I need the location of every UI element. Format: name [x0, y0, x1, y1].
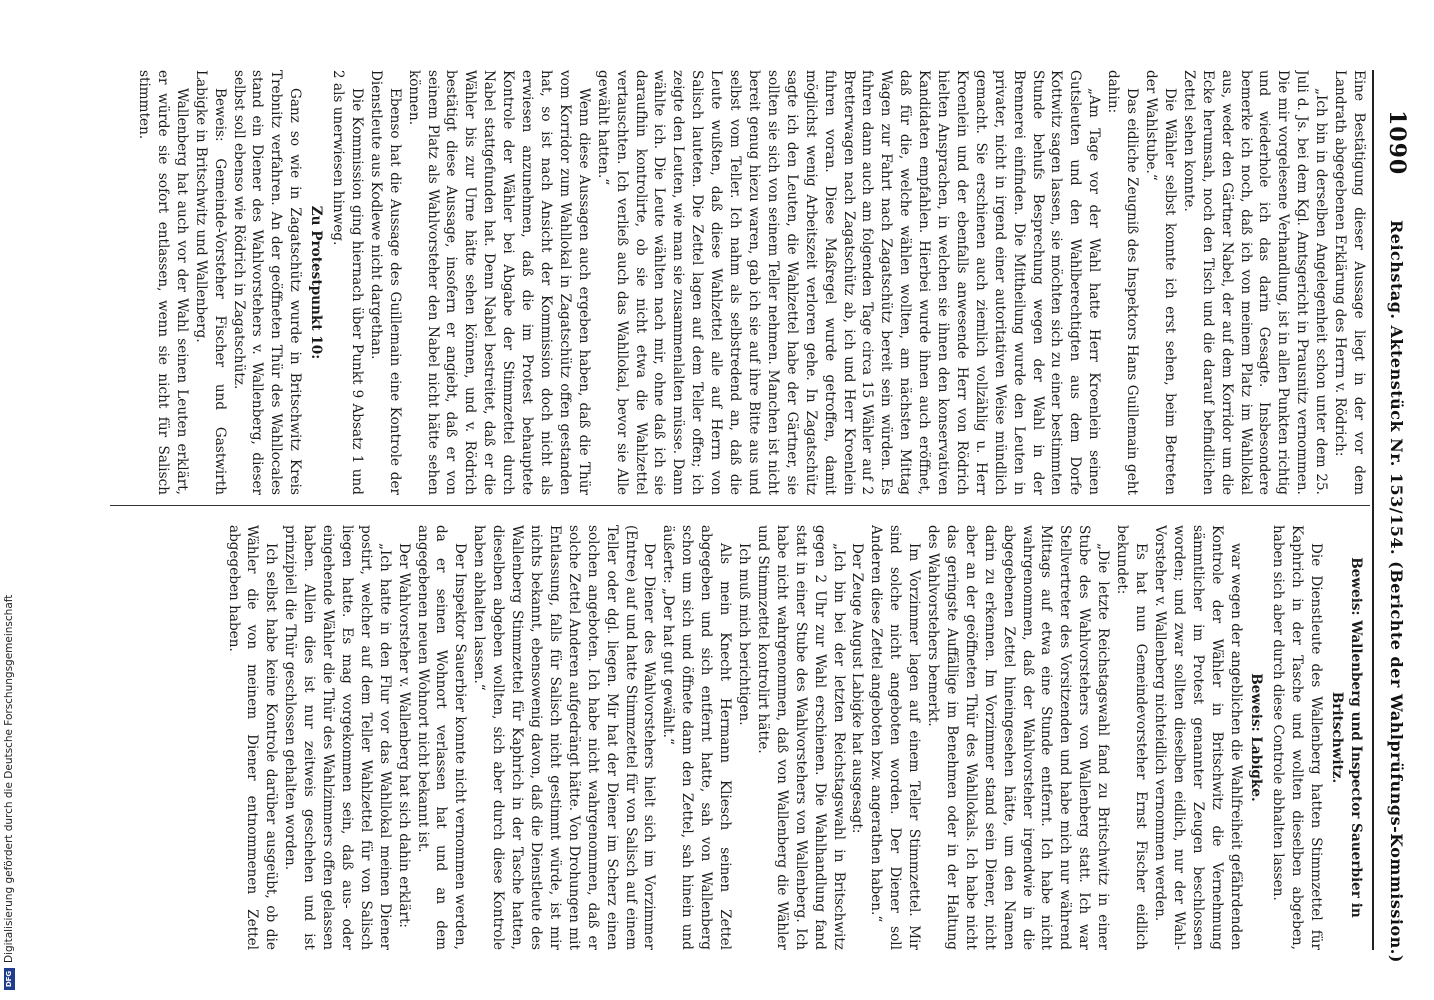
- paragraph: Ganz so wie in Zagatschütz wurde in Britschwitz Kreis Trebnitz verfahren. An der geöffneten Thür des Wahllocales stand ein Diener des Wahlvorstehers v. Wallenberg, dieser selbst soll ebenso wie Rödrich in Zagatschütz.: [230, 70, 304, 495]
- paragraph: „Ich bin bei der letzten Reichstagswahl in Britschwitz gegen 2 Uhr zur Wahl erschienen. Die Wahlhandlung fand statt in einer Stube des Wahlvorstehers von Wallenberg. Ich habe nicht wahrgenommen, daß von Wallenberg die Wähler und Stimmzettel kontrolirt hätte.: [754, 525, 847, 950]
- section-heading: Zu Protestpunkt 10:: [308, 205, 325, 360]
- paragraph: Die Wähler selbst konnte ich erst sehen, beim Betreten der Wahlstube.“: [1143, 70, 1178, 495]
- paragraph: „Am Tage vor der Wahl hatte Herr Kroenlein seinen Gutsleuten und den Wahlberechtigten aus dem Dorfe Kottwitz sagen lassen, sie möchten sich zu einer bestimmten Stunde behufs Besprechung wegen der Wahl in der Brennerei einfinden. Die Mittheilung wurde den Leuten in privater, nicht in irgend einer autoritativen Weise mündlich gemacht. Sie erschienen auch ziemlich vollzählig u. Herr Kroenlein und der ebenfalls anwesende Herr von Rödrich hielten Ansprachen, in welchen sie ihnen den konservativen Kandidaten empfahlen. Hierbei wurde ihnen auch eröffnet, daß für die, welche wählen wollten, am nächsten Mittag Wagen zur Fahrt nach Zagatschütz bereit sein würden. Es fuhren dann auch am folgenden Tage circa 15 Wähler auf 2 Bretterwagen nach Zagatschütz ab, ich und Herr Kroenlein fuhren voran. Diese Maßregel wurde getroffen, damit möglichst wenig Arbeitszeit verloren gehe. In Zagatschütz sagte ich den Leuten, die Wahlzettel habe der Gärtner, sie sollten sie sich von seinem Teller nehmen. Manchen ist nicht bereit genug hiezu waren, gab ich sie auf ihre Bitte aus und selbst vom Teller. Ich nahm als selbstredend an, daß die Leute wußten, daß diese Wahlzettel alle auf Herrn von Salisch lauteten. Die Zettel lagen auf dem Teller offen; ich zeigte den Leuten, wie man sie zusammenlalten müsse. Dann wählte ich. Die Leute wählten nach mir, ohne daß ich sie daraufhin kontrolirte, ob sie nicht etwa die Wahlzettel vertauschten. Ich verließ auch das Wahllokal, bevor sie Alle gewählt hatten.“: [594, 70, 1103, 495]
- paragraph: Ebenso hat die Aussage des Guillemain eine Kontrole der Dienstleute aus Kodlewe nicht dargethan.: [367, 70, 403, 495]
- paragraph: Der Inspektor Sauerbier konnte nicht vernommen werden, da er seinen Wohnort verlassen hat und an dem angegebenen neuen Wohnort nicht bekannt ist.: [414, 525, 469, 950]
- paragraph: „Ich bin in derselben Angelegenheit schon unter dem 25. Juli d. Js. bei dem Kgl. Amtsgericht in Prausnitz vernommen. Die mir vorgelesene Verhandlung, ist in allen Punkten richtig und wiederhole ich das darin Gesagte. Insbesondere bemerke ich noch, daß ich von meinem Platz im Wahllokal aus, weder den Gärtner Nabel, der auf dem Korridor um die Ecke herumsah, noch den Tisch und die darauf befindlichen Zettel sehen konnte.: [1180, 70, 1330, 495]
- paragraph: „Ich hatte in den Flur vor das Wahllokal meinen Diener postirt, welcher auf dem Teller Wahlzettel für von Salisch liegen hatte. Es mag vorgekommen sein, daß aus- oder eingehende Wähler die Thür des Wahlzimmers offen gelassen haben. Allein dies ist nur zeitweis geschehen und ist prinzipiell die Thür geschlossen gehalten worden.: [282, 525, 393, 950]
- paragraph: Wallenberg hat auch vor der Wahl seinen Leuten erklärt, er würde sie sofort entlassen, wenn sie nicht für Salisch stimmten.: [136, 70, 190, 495]
- paragraph: Eine Bestätigung dieser Aussage liegt in der vor dem Landrath abgegebenen Erklärung des Herrn v. Rödrich:: [1332, 70, 1367, 495]
- paragraph: Es hat nun Gemeindevorsteher Ernst Fischer eidlich bekundet:: [1114, 525, 1150, 950]
- paragraph: Das eidliche Zeugniß des Inspektors Hans Guillemain geht dahin:: [1105, 70, 1141, 495]
- paragraph: Im Vorzimmer lagen auf einem Teller Stimmzettel. Mir sind solche nicht angeboten worden. Der Diener soll Anderen diese Zettel angeboten bzw. angerathen haben.“: [868, 525, 923, 950]
- section-heading: Beweis: Labigke.: [1248, 673, 1265, 802]
- running-head: Reichstag. Aktenstück Nr. 153/154. (Berichte der Wahlprüfungs-Kommission.): [1387, 220, 1406, 963]
- paragraph: Die Dienstleute des Wallenberg hatten Stimmzettel für Kaphrich in der Tasche und wollten dieselben abgeben, haben sich aber durch diese Controle abhalten lassen.: [1270, 525, 1325, 950]
- paragraph: Als mein Knecht Hermann Kliesch seinen Zettel abgegeben und sich entfernt hatte, sah von Wallenberg schon um sich und öffnete dann den Zettel, sah hinein und äußerte: „Der hat gut gewählt.“: [660, 525, 734, 950]
- paragraph: Der Zeuge August Labigke hat ausgesagt:: [849, 543, 866, 834]
- paragraph: Wenn diese Aussagen auch ergeben haben, daß die Thür vom Korridor zum Wahllokal in Zagatschütz offen gestanden hat, so ist nach Ansicht der Kommission doch nicht als erwiesen anzunehmen, daß die im Protest behauptete Kontrole der Wähler bei Abgabe der Stimmzettel durch Nabel stattgefunden hat. Denn Nabel bestreitet, daß er die Wähler bis zur Urne hätte sehen können, und v. Rödrich bestätigt diese Aussage, insofern er angiebt, daß er von seinem Platz als Wahlvorsteher den Nabel nicht hätte sehen können.: [405, 70, 592, 495]
- paragraph: Die Kommission ging hiernach über Punkt 9 Absatz 1 und 2 als unerwiesen hinweg.: [330, 70, 365, 495]
- paragraph: Der Diener des Wahlvorstehers hielt sich im Vorzimmer (Entree) auf und hatte Stimmzettel für von Salisch auf einem Teller oder dgl. liegen. Mir hat der Diener im Scherz einen solchen angeboten. Ich habe nicht wahrgenommen, daß er solche Zettel Anderen aufgedrängt hätte. Von Drohungen mit Entlassung, falls für Salisch nicht gestimmt würde, ist mir nichts bekannt, ebensowenig davon, daß die Dienstleute des Wallenberg Stimmzettel für Kaphrich in der Tasche hatten, dieselben abgeben wollten, sich aber durch diese Kontrole haben abhalten lassen.“: [471, 525, 658, 950]
- digitization-credit-text: Digitalisierung gefördert durch die Deutsche Forschungsgemeinschaft: [3, 594, 15, 963]
- column-divider: [110, 505, 1370, 506]
- paragraph: Beweis: Gemeinde-Vorsteher Fischer und Gastwirth Labigke in Britschwitz und Wallenberg.: [192, 70, 228, 495]
- paragraph: Der Wahlvorsteher v. Wallenberg hat sich dahin erklärt:: [395, 543, 412, 929]
- paragraph: war wegen der angeblichen die Wahlfreiheit gefährdenden Kontrole der Wähler in Britschwitz die Vernehmung sämmtlicher im Protest genannter Zeugen beschlossen worden; und zwar sollten dieselben eidlich, nur der Wahl-Vorsteher v. Wallenberg nichteidlich vernommen werden.: [1151, 525, 1244, 950]
- paragraph: Ich muß mich berichtigen.: [736, 543, 752, 726]
- right-text-column: [108, 525, 1368, 950]
- page-number: 1090: [1384, 110, 1410, 176]
- paragraph: „Die letzte Reichstagswahl fand zu Britschwitz in einer Stube des Wahlvorstehers von Wallenberg statt. Ich war Stellvertreter des Vorsitzenden und habe mich nur während Mittags auf etwa eine Stunde entfernt. Ich habe nicht wahrgenommen, daß der Wahlvorsteher irgendwie in die abgegebenen Zettel hineingesehen hätte, um den Namen darin zu erkennen. Im Vorzimmer stand sein Diener, nicht aber an der geöffneten Thür des Wahllokals. Ich habe nicht das geringste Auffällige im Benehmen oder in der Haltung des Wahlvorstehers bemerkt.: [925, 525, 1112, 950]
- dfg-logo: DFG: [4, 968, 15, 990]
- left-text-column: [108, 70, 1368, 495]
- header-rule: [1372, 70, 1374, 950]
- page-header: [1376, 110, 1416, 963]
- section-heading: Beweis: Wallenberg und Inspector Sauerbier in Britschwitz.: [1329, 557, 1364, 918]
- paragraph: Ich selbst habe keine Kontrole darüber ausgeübt, ob die Wähler die von meinem Diener entnommenen Zettel abgegeben haben.: [225, 525, 280, 950]
